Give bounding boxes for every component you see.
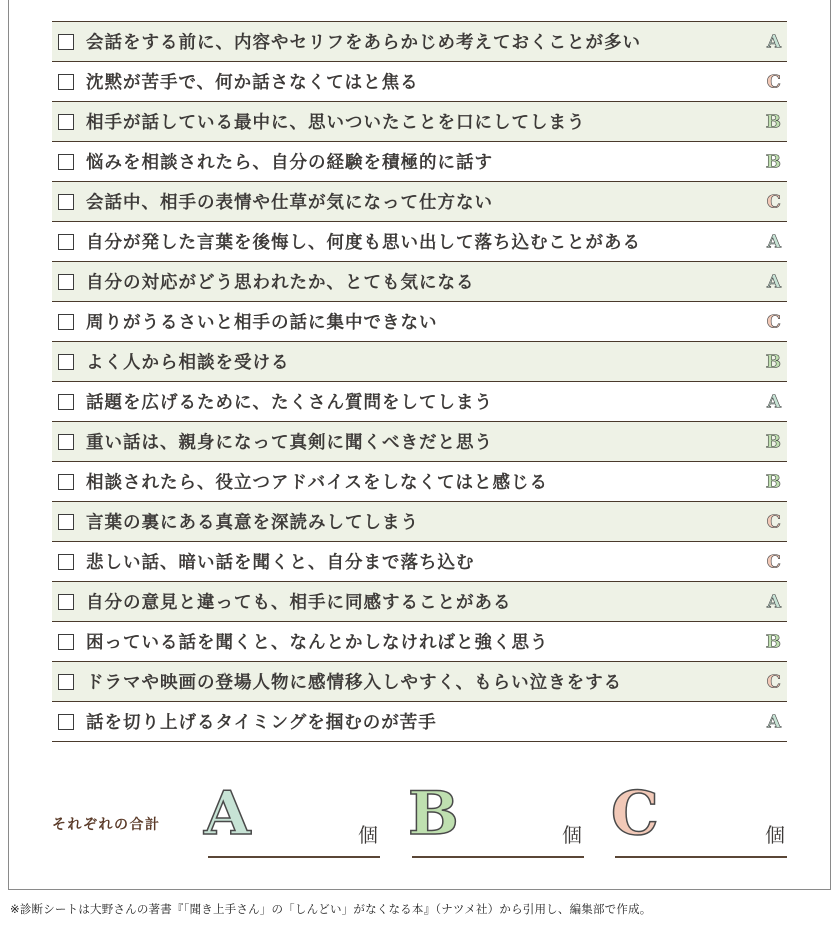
- checkbox[interactable]: [58, 634, 74, 650]
- checklist-row: [52, 582, 787, 622]
- footnote: ※診断シートは大野さんの著書『「聞き上手さん」の「しんどい」がなくなる本』（ナツメ社）から引用し、編集部で作成。: [10, 902, 652, 916]
- total-field-a[interactable]: [204, 779, 380, 858]
- checklist-row: [52, 382, 787, 422]
- type-letter-b: B: [765, 111, 781, 132]
- checkbox[interactable]: [58, 234, 74, 250]
- type-letter-b: B: [765, 151, 781, 172]
- type-letter-a: A: [767, 31, 781, 52]
- checkbox[interactable]: [58, 554, 74, 570]
- statement-text: 言葉の裏にある真意を深読みしてしまう: [86, 513, 419, 533]
- checkbox[interactable]: [58, 474, 74, 490]
- statement-text: 悩みを相談されたら、自分の経験を積極的に話す: [86, 153, 493, 173]
- checklist-row: [52, 142, 787, 182]
- statement-text: 会話をする前に、内容やセリフをあらかじめ考えておくことが多い: [86, 33, 641, 53]
- statement-text: 会話中、相手の表情や仕草が気になって仕方ない: [86, 193, 493, 213]
- checkbox[interactable]: [58, 594, 74, 610]
- checklist-row: [52, 702, 787, 742]
- type-letter-a: A: [767, 591, 781, 612]
- checkbox[interactable]: [58, 34, 74, 50]
- type-letter-c: C: [766, 311, 781, 332]
- statement-text: よく人から相談を受ける: [86, 353, 290, 373]
- type-letter-b: B: [765, 471, 781, 492]
- checklist-row: [52, 622, 787, 662]
- checkbox[interactable]: [58, 114, 74, 130]
- checklist: [52, 21, 787, 742]
- total-unit-a: 個: [358, 823, 378, 847]
- statement-text: 自分が発した言葉を後悔し、何度も思い出して落ち込むことがある: [86, 233, 641, 253]
- checkbox[interactable]: [58, 74, 74, 90]
- type-letter-c: C: [766, 71, 781, 92]
- checklist-row: [52, 542, 787, 582]
- checklist-row: [52, 222, 787, 262]
- checkbox[interactable]: [58, 274, 74, 290]
- type-letter-a: A: [767, 711, 781, 732]
- checklist-row: [52, 22, 787, 62]
- checkbox[interactable]: [58, 314, 74, 330]
- statement-text: 重い話は、親身になって真剣に聞くべきだと思う: [86, 433, 493, 453]
- checklist-row: [52, 302, 787, 342]
- type-letter-a: A: [767, 271, 781, 292]
- checkbox[interactable]: [58, 714, 74, 730]
- total-letter-c: C: [611, 779, 659, 849]
- checkbox[interactable]: [58, 514, 74, 530]
- statement-text: 相手が話している最中に、思いついたことを口にしてしまう: [86, 113, 586, 133]
- statement-text: ドラマや映画の登場人物に感情移入しやすく、もらい泣きをする: [86, 673, 623, 693]
- total-unit-c: 個: [765, 823, 785, 847]
- checkbox[interactable]: [58, 394, 74, 410]
- statement-text: 困っている話を聞くと、なんとかしなければと強く思う: [86, 633, 549, 653]
- type-letter-b: B: [765, 631, 781, 652]
- statement-text: 周りがうるさいと相手の話に集中できない: [86, 313, 438, 333]
- total-field-c[interactable]: [611, 779, 787, 858]
- checklist-row: [52, 662, 787, 702]
- checklist-row: [52, 182, 787, 222]
- checkbox[interactable]: [58, 194, 74, 210]
- checklist-row: [52, 502, 787, 542]
- checklist-row: [52, 262, 787, 302]
- type-letter-c: C: [766, 191, 781, 212]
- total-field-b[interactable]: [408, 779, 584, 858]
- type-letter-c: C: [766, 671, 781, 692]
- totals-section: [52, 779, 787, 860]
- statement-text: 話を切り上げるタイミングを掴むのが苦手: [86, 713, 437, 733]
- type-letter-a: A: [767, 231, 781, 252]
- total-letter-b: B: [408, 779, 459, 849]
- type-letter-c: C: [766, 511, 781, 532]
- type-letter-b: B: [765, 431, 781, 452]
- total-unit-b: 個: [562, 823, 582, 847]
- type-letter-c: C: [766, 551, 781, 572]
- statement-text: 自分の対応がどう思われたか、とても気になる: [86, 273, 475, 293]
- statement-text: 自分の意見と違っても、相手に同感することがある: [86, 593, 512, 613]
- statement-text: 悲しい話、暗い話を聞くと、自分まで落ち込む: [86, 553, 475, 573]
- checkbox[interactable]: [58, 674, 74, 690]
- type-letter-b: B: [765, 351, 781, 372]
- checklist-row: [52, 62, 787, 102]
- checklist-row: [52, 342, 787, 382]
- checkbox[interactable]: [58, 354, 74, 370]
- checklist-row: [52, 462, 787, 502]
- statement-text: 沈黙が苦手で、何か話さなくてはと焦る: [86, 73, 419, 93]
- checklist-row: [52, 422, 787, 462]
- checkbox[interactable]: [58, 154, 74, 170]
- checkbox[interactable]: [58, 434, 74, 450]
- type-letter-a: A: [767, 391, 781, 412]
- total-letter-a: A: [204, 779, 251, 849]
- statement-text: 相談されたら、役立つアドバイスをしなくてはと感じる: [86, 473, 548, 493]
- statement-text: 話題を広げるために、たくさん質問をしてしまう: [86, 393, 493, 413]
- totals-label: それぞれの合計: [52, 817, 161, 833]
- checklist-row: [52, 102, 787, 142]
